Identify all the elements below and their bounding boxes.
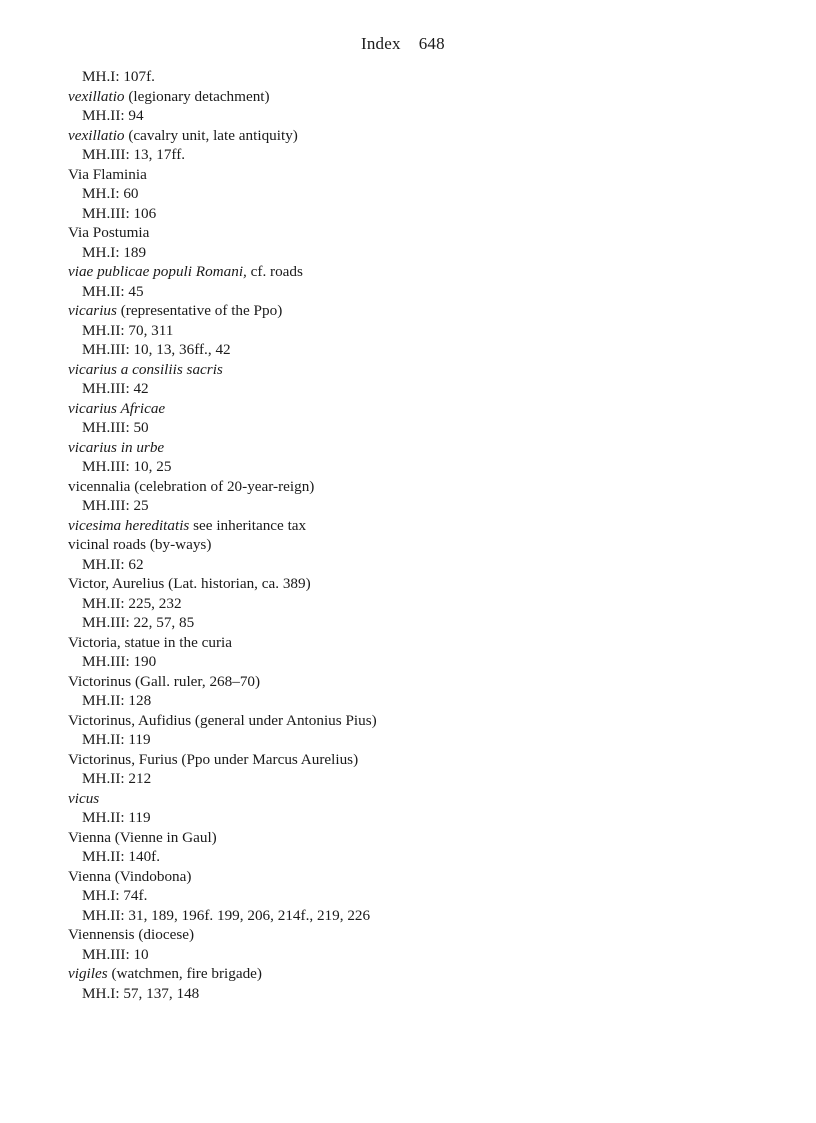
term-text: MH.II: 212 (82, 770, 152, 787)
term-text: cf. roads (246, 263, 303, 280)
index-locator (68, 652, 377, 672)
index-locator (68, 184, 377, 204)
index-term (68, 301, 377, 321)
index-locator (68, 282, 377, 302)
index-term (68, 750, 377, 770)
term-text: Via Flaminia (68, 165, 147, 183)
index-term (68, 867, 377, 887)
term-italic: vexillatio (68, 126, 125, 144)
term-italic: vicarius Africae (68, 399, 166, 417)
term-text: MH.II: 128 (82, 692, 152, 709)
term-text: MH.III: 10, 13, 36ff., 42 (82, 341, 231, 358)
term-text: MH.III: 10, 25 (82, 458, 172, 475)
index-locator (68, 418, 377, 438)
term-text: Vienna (Vienne in Gaul) (68, 828, 217, 846)
term-text: Victorinus, Furius (Ppo under Marcus Aurelius) (68, 750, 359, 768)
index-term (68, 165, 377, 185)
index-term (68, 262, 377, 282)
index-term (68, 87, 377, 107)
page-number: 648 (418, 34, 445, 53)
term-italic: vicesima hereditatis (68, 516, 190, 534)
index-locator (68, 808, 377, 828)
term-text: MH.I: 60 (82, 185, 139, 202)
term-text: MH.II: 94 (82, 107, 144, 124)
index-locator (68, 613, 377, 633)
term-italic: vicarius a consiliis sacris (68, 360, 223, 378)
index-entries (68, 67, 377, 1003)
term-text: MH.III: 106 (82, 204, 157, 222)
term-italic: vicarius in urbe (68, 438, 165, 456)
term-italic: vicus (68, 789, 100, 807)
index-locator (68, 555, 377, 575)
index-locator (68, 945, 377, 965)
term-text: MH.III: 22, 57, 85 (82, 614, 195, 631)
term-text: MH.III: 190 (82, 653, 157, 670)
term-text: (representative of the Ppo) (116, 302, 283, 319)
term-italic: vicarius (68, 302, 117, 319)
term-text: Victor, Aurelius (Lat. historian, ca. 389) (68, 575, 311, 592)
index-term (68, 633, 377, 653)
index-term (68, 789, 377, 809)
term-text: see inheritance tax (189, 516, 307, 534)
term-text: MH.II: 225, 232 (82, 594, 182, 612)
term-text: MH.I: 107f. (82, 68, 155, 85)
index-term (68, 925, 377, 945)
index-locator (68, 906, 377, 926)
index-locator (68, 379, 377, 399)
term-text: Victoria, statue in the curia (68, 633, 232, 651)
index-locator (68, 984, 377, 1004)
term-text: MH.II: 62 (82, 555, 144, 573)
term-text: MH.II: 140f. (82, 848, 161, 865)
header-title: Index (361, 34, 401, 53)
term-text: (legionary detachment) (124, 87, 270, 105)
index-term (68, 672, 377, 692)
term-text: MH.II: 119 (82, 809, 151, 826)
term-text: MH.III: 13, 17ff. (82, 146, 186, 163)
term-text: Vienna (Vindobona) (68, 867, 192, 885)
index-locator (68, 340, 377, 360)
term-text: Victorinus, Aufidius (general under Antonius Pius) (68, 711, 377, 729)
term-text: Victorinus (Gall. ruler, 268–70) (68, 672, 261, 690)
term-text: MH.I: 74f. (82, 887, 148, 904)
index-locator (68, 886, 377, 906)
term-italic: vexillatio (68, 87, 125, 105)
index-term (68, 438, 377, 458)
index-locator (68, 769, 377, 789)
index-term (68, 711, 377, 731)
index-term (68, 223, 377, 243)
index-locator (68, 106, 377, 126)
term-text: MH.III: 25 (82, 497, 149, 514)
index-locator (68, 321, 377, 341)
term-text: MH.II: 45 (82, 282, 144, 300)
index-term (68, 574, 377, 594)
term-text: MH.II: 31, 189, 196f. 199, 206, 214f., 219, 226 (82, 906, 371, 924)
index-term (68, 399, 377, 419)
index-term (68, 516, 377, 536)
term-italic: vigiles (68, 965, 108, 982)
term-text: vicinal roads (by-ways) (68, 536, 212, 553)
index-locator (68, 457, 377, 477)
index-locator (68, 243, 377, 263)
term-text: (watchmen, fire brigade) (107, 965, 262, 982)
index-locator (68, 730, 377, 750)
index-locator (68, 496, 377, 516)
term-italic: viae publicae populi Romani, (68, 263, 247, 280)
term-text: MH.I: 57, 137, 148 (82, 984, 200, 1002)
index-locator (68, 67, 377, 87)
term-text: vicennalia (celebration of 20-year-reign) (68, 477, 315, 495)
index-locator (68, 847, 377, 867)
term-text: MH.III: 50 (82, 419, 149, 436)
term-text: MH.I: 189 (82, 243, 147, 261)
index-locator (68, 691, 377, 711)
index-term (68, 126, 377, 146)
term-text: MH.II: 70, 311 (82, 321, 174, 339)
index-locator (68, 145, 377, 165)
term-text: MH.III: 10 (82, 945, 149, 963)
index-term (68, 360, 377, 380)
index-term (68, 477, 377, 497)
term-text: MH.III: 42 (82, 380, 149, 397)
term-text: Viennensis (diocese) (68, 926, 195, 943)
term-text: MH.II: 119 (82, 731, 151, 748)
index-locator (68, 594, 377, 614)
index-term (68, 535, 377, 555)
index-term (68, 964, 377, 984)
running-header (361, 34, 445, 54)
index-term (68, 828, 377, 848)
index-locator (68, 204, 377, 224)
term-text: (cavalry unit, late antiquity) (124, 126, 298, 144)
term-text: Via Postumia (68, 224, 150, 241)
